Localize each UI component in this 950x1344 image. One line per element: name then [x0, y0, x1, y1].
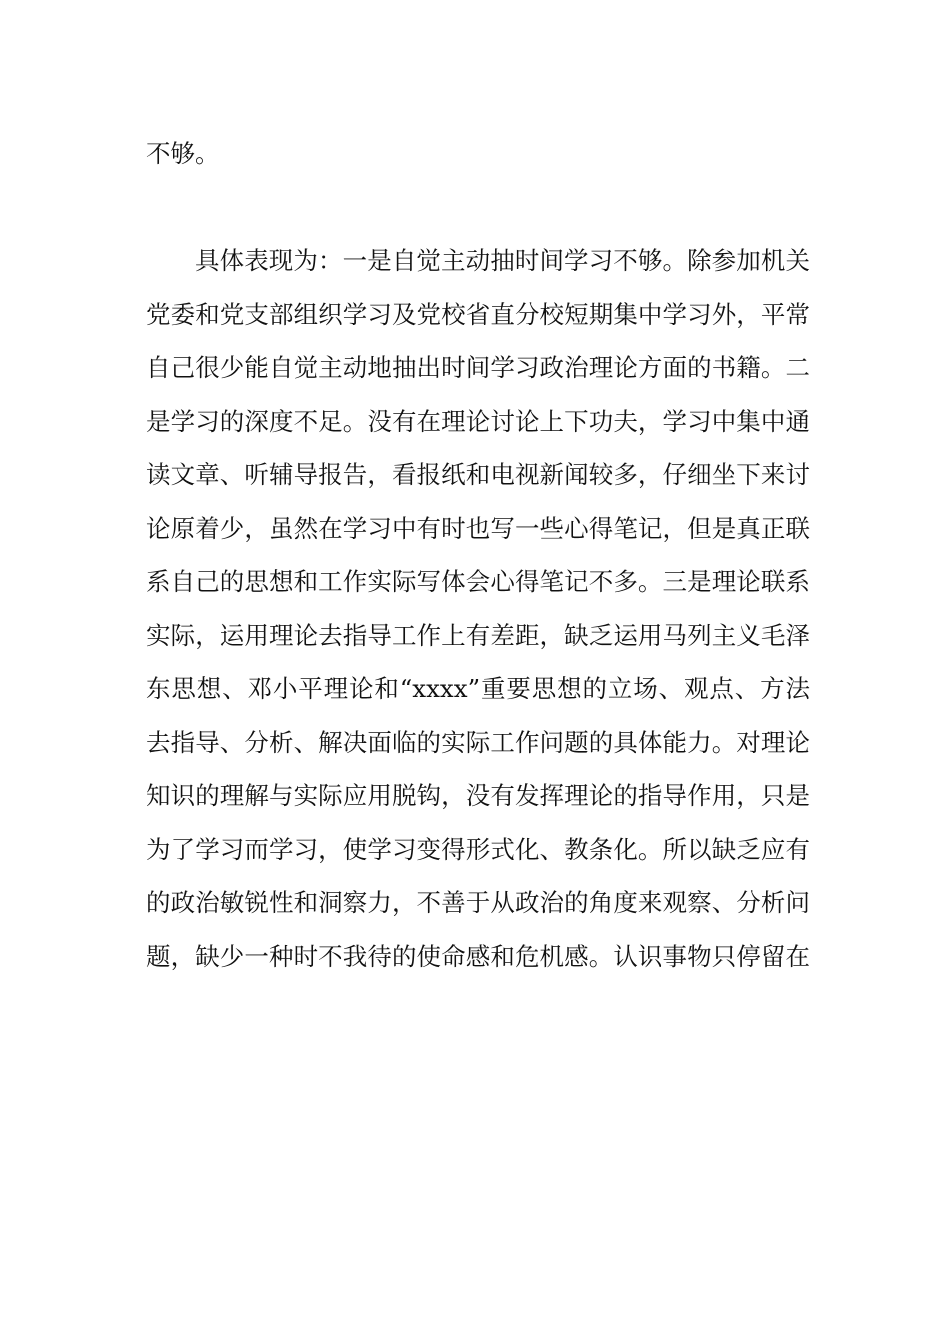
text-line: 的政治敏锐性和洞察力，不善于从政治的角度来观察、分析问 — [146, 888, 810, 917]
text-line: 系自己的思想和工作实际写体会心得笔记不多。三是理论联系 — [146, 567, 810, 596]
text-line: 东思想、邓小平理论和“xxxx”重要思想的立场、观点、方法 — [146, 674, 810, 703]
text-line: 是学习的深度不足。没有在理论讨论上下功夫，学习中集中通 — [146, 406, 810, 436]
text-line: 读文章、听辅导报告，看报纸和电视新闻较多，仔细坐下来讨 — [146, 460, 810, 489]
text-line: 题，缺少一种时不我待的使命感和危机感。认识事物只停留在 — [146, 941, 810, 971]
text-line: 去指导、分析、解决面临的实际工作问题的具体能力。对理论 — [146, 727, 810, 757]
text-line: 具体表现为：一是自觉主动抽时间学习不够。除参加机关 — [195, 246, 810, 275]
body-text — [146, 127, 810, 983]
text-line: 实际，运用理论去指导工作上有差距，缺乏运用马列主义毛泽 — [146, 620, 810, 650]
text-line: 知识的理解与实际应用脱钩，没有发挥理论的指导作用，只是 — [146, 781, 810, 810]
text-line: 自己很少能自觉主动地抽出时间学习政治理论方面的书籍。二 — [146, 353, 810, 382]
text-line: 不够。 — [146, 139, 220, 168]
blank-line — [146, 181, 810, 235]
text-line: 论原着少，虽然在学习中有时也写一些心得笔记，但是真正联 — [146, 513, 810, 543]
text-line: 为了学习而学习，使学习变得形式化、教条化。所以缺乏应有 — [146, 834, 810, 864]
text-line: 党委和党支部组织学习及党校省直分校短期集中学习外，平常 — [146, 299, 810, 329]
